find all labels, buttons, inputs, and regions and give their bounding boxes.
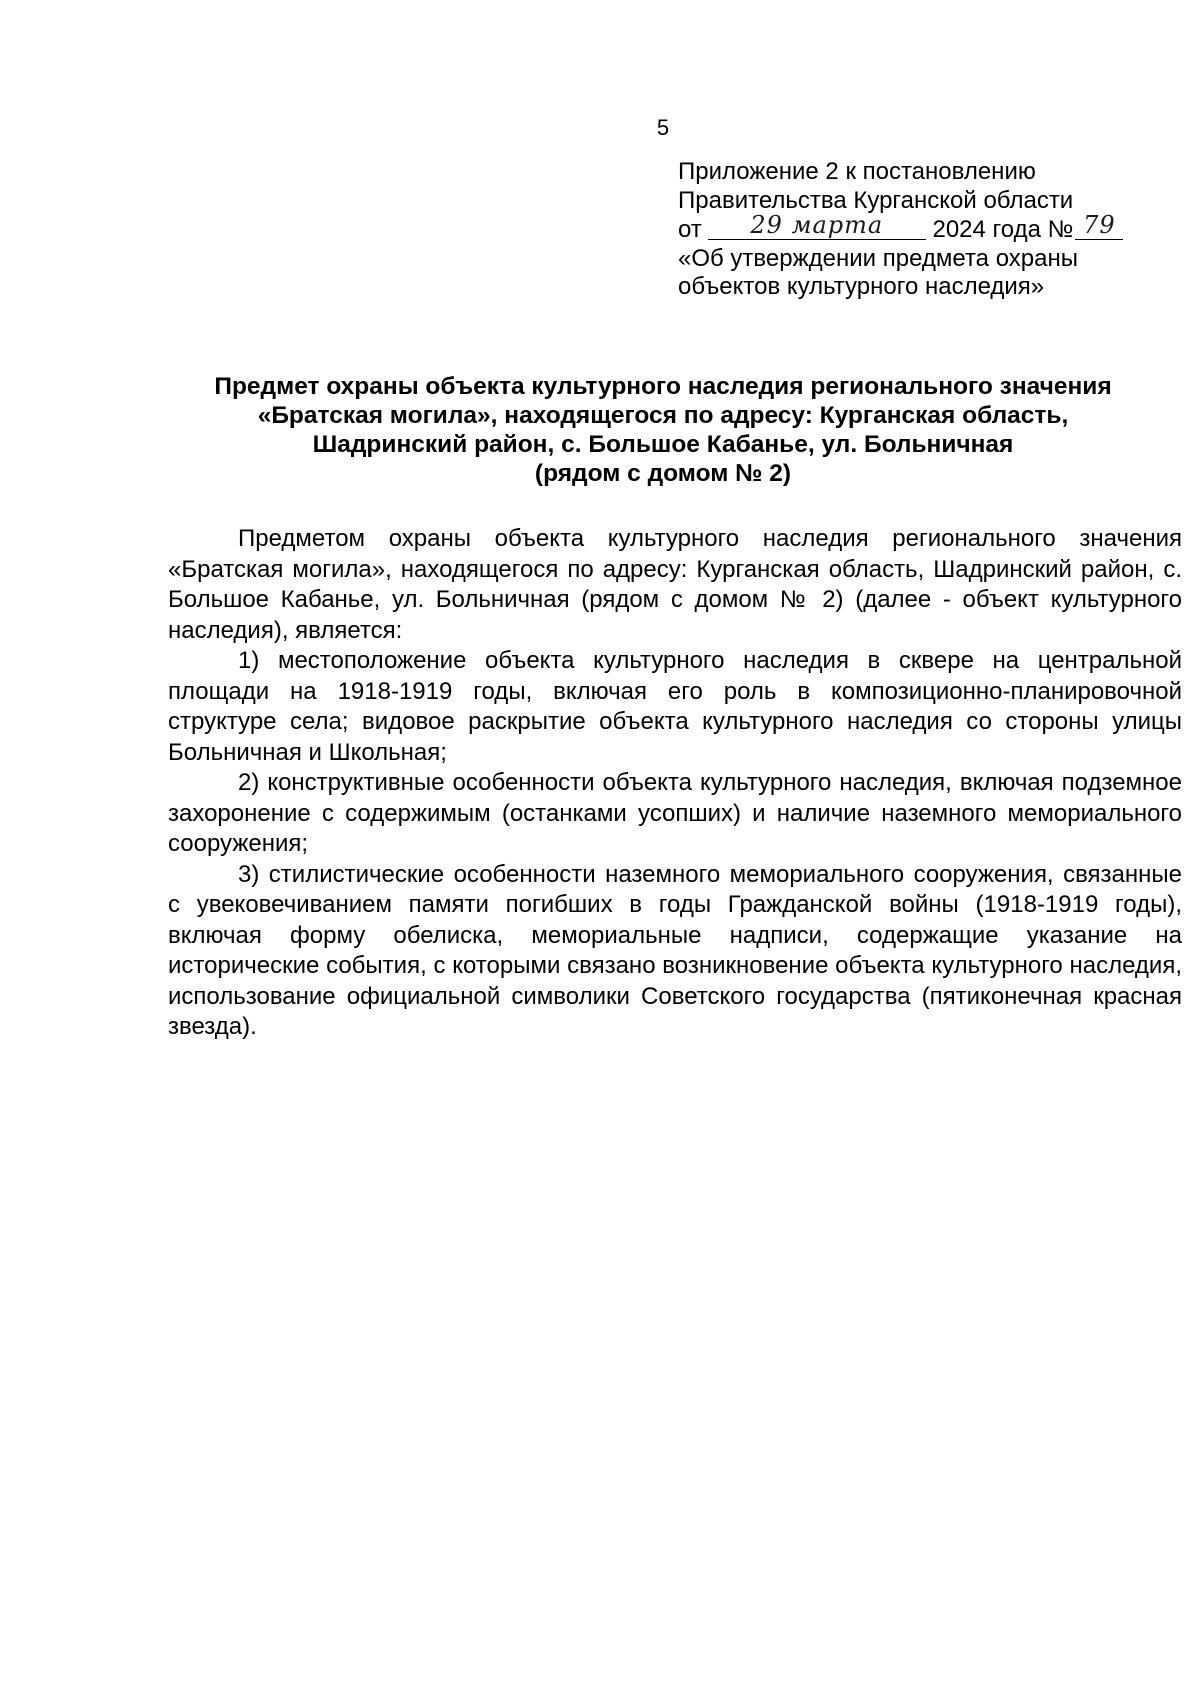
document-body (168, 524, 1182, 1043)
body-paragraph-item-2: 2) конструктивные особенности объекта культурного наследия, включая подземное захоронение с содержимым (останками усопших) и наличие наземного мемориального сооружения; (168, 769, 1182, 857)
handwritten-number: 79 (1083, 211, 1116, 239)
body-paragraph-item-3: 3) стилистические особенности наземного мемориального сооружения, связанные с увековечиванием памяти погибших в годы Гражданской войны (1918-1919 годы), включая форму обелиска, мемориальные надписи, содержащие указание на исторические события, с которыми связано возникновение объекта культурного наследия, использование официальной символики Советского государства (пятиконечная красная звезда). (168, 860, 1182, 1040)
document-title (140, 372, 1186, 488)
body-paragraph-intro: Предметом охраны объекта культурного наследия регионального значения «Братская могила», находящегося по адресу: Курганская область, Шадринский район, с. Большое Кабанье, ул. Больничная (рядом с домом № 2) (далее - объект культурного наследия), является: (168, 525, 1182, 644)
title-line-2: «Братская могила», находящегося по адресу: Курганская область, (257, 402, 1069, 429)
handwritten-date: 29 марта (750, 211, 884, 239)
appendix-line-1: Приложение 2 к постановлению (678, 158, 1036, 185)
title-line-4: (рядом с домом № 2) (534, 460, 792, 487)
date-blank (708, 211, 926, 240)
appendix-line-5: объектов культурного наследия» (678, 273, 1045, 300)
body-paragraph-item-1: 1) местоположение объекта культурного наследия в сквере на центральной площади на 1918-1919 годы, включая его роль в композиционно-планировочной структуре села; видовое раскрытие объекта культурного наследия со стороны улицы Больничная и Школьная; (168, 647, 1182, 766)
appendix-line-3 (678, 211, 1178, 245)
date-prefix: от (678, 216, 702, 243)
appendix-line-4: «Об утверждении предмета охраны (678, 244, 1078, 272)
document-year: 2024 года № (932, 216, 1074, 243)
appendix-header (678, 158, 1178, 302)
title-line-3: Шадринский район, с. Большое Кабанье, ул. Больничная (312, 431, 1014, 458)
page-number: 5 (656, 115, 670, 140)
title-line-1: Предмет охраны объекта культурного наследия регионального значения (214, 373, 1112, 400)
number-blank (1075, 211, 1123, 240)
appendix-line-2: Правительства Курганской области (678, 186, 1074, 214)
